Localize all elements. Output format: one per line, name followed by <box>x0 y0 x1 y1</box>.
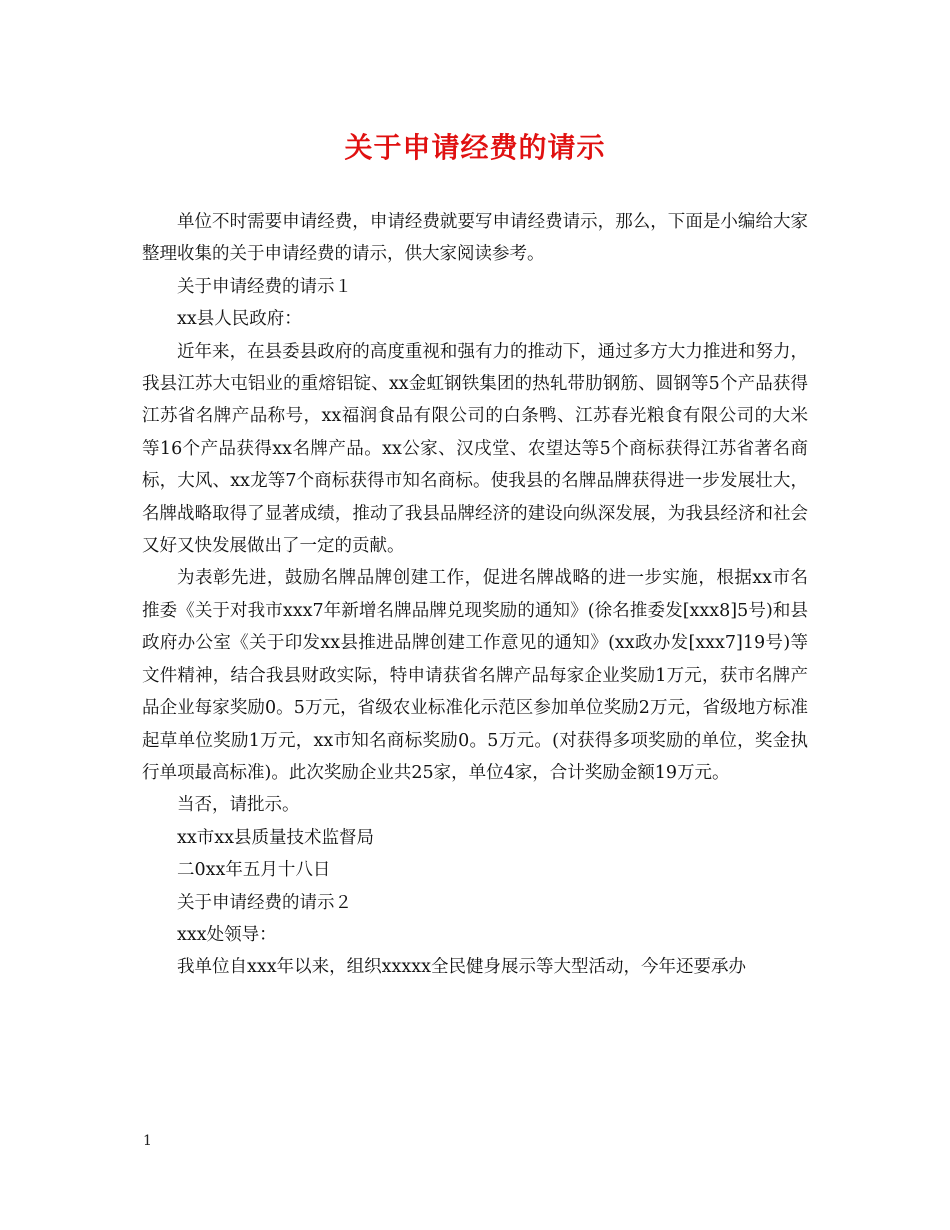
document-body <box>142 206 808 984</box>
sender-date: 二0xx年五月十八日 <box>177 860 331 881</box>
paragraph-request: 为表彰先进，鼓励名牌品牌创建工作，促进名牌战略的进一步实施，根据xx市名推委《关于对我市xxx7年新增名牌品牌兑现奖励的通知》(徐名推委发[xxx8]5号)和县政府办公室《关于印发xx县推进品牌创建工作意见的通知》(xx政办发[xxx7]19号)等文件精神，结合我县财政实际，特申请获省名牌产品每家企业奖励1万元，获市名牌产品企业每家奖励0。5万元，省级农业标准化示范区参加单位奖励2万元，省级地方标准起草单位奖励1万元，xx市知名商标奖励0。5万元。(对获得多项奖励的单位，奖金执行单项最高标准)。此次奖励企业共25家，单位4家，合计奖励金额19万元。 <box>142 568 808 783</box>
addressee-2: xxx处领导： <box>177 924 277 945</box>
section-heading-1: 关于申请经费的请示１ <box>177 276 352 297</box>
paragraph-background: 近年来，在县委县政府的高度重视和强有力的推动下，通过多方大力推进和努力，我县江苏大屯铝业的重熔铝锭、xx金虹钢铁集团的热轧带肋钢筋、圆钢等5个产品获得江苏省名牌产品称号，xx福润食品有限公司的白条鸭、江苏春光粮食有限公司的大米等16个产品获得xx名牌产品。xx公家、汉戌堂、农望达等5个商标获得江苏省著名商标，大风、xx龙等7个商标获得市知名商标。使我县的名牌品牌获得进一步发展壮大，名牌战略取得了显著成绩，推动了我县品牌经济的建设向纵深发展，为我县经济和社会又好又快发展做出了一定的贡献。 <box>142 341 808 557</box>
sender-org: xx市xx县质量技术监督局 <box>177 827 374 848</box>
document-title: 关于申请经费的请示 <box>344 131 606 164</box>
page-number: 1 <box>143 1133 152 1149</box>
paragraph-section-2: 我单位自xxx年以来，组织xxxxx全民健身展示等大型活动，今年还要承办 <box>177 957 746 978</box>
addressee-1: xx县人民政府： <box>177 309 302 330</box>
section-heading-2: 关于申请经费的请示２ <box>177 892 352 913</box>
paragraph-intro: 单位不时需要申请经费，申请经费就要写申请经费请示，那么，下面是小编给大家整理收集的关于申请经费的请示，供大家阅读参考。 <box>142 212 808 265</box>
closing-line: 当否，请批示。 <box>177 795 300 816</box>
